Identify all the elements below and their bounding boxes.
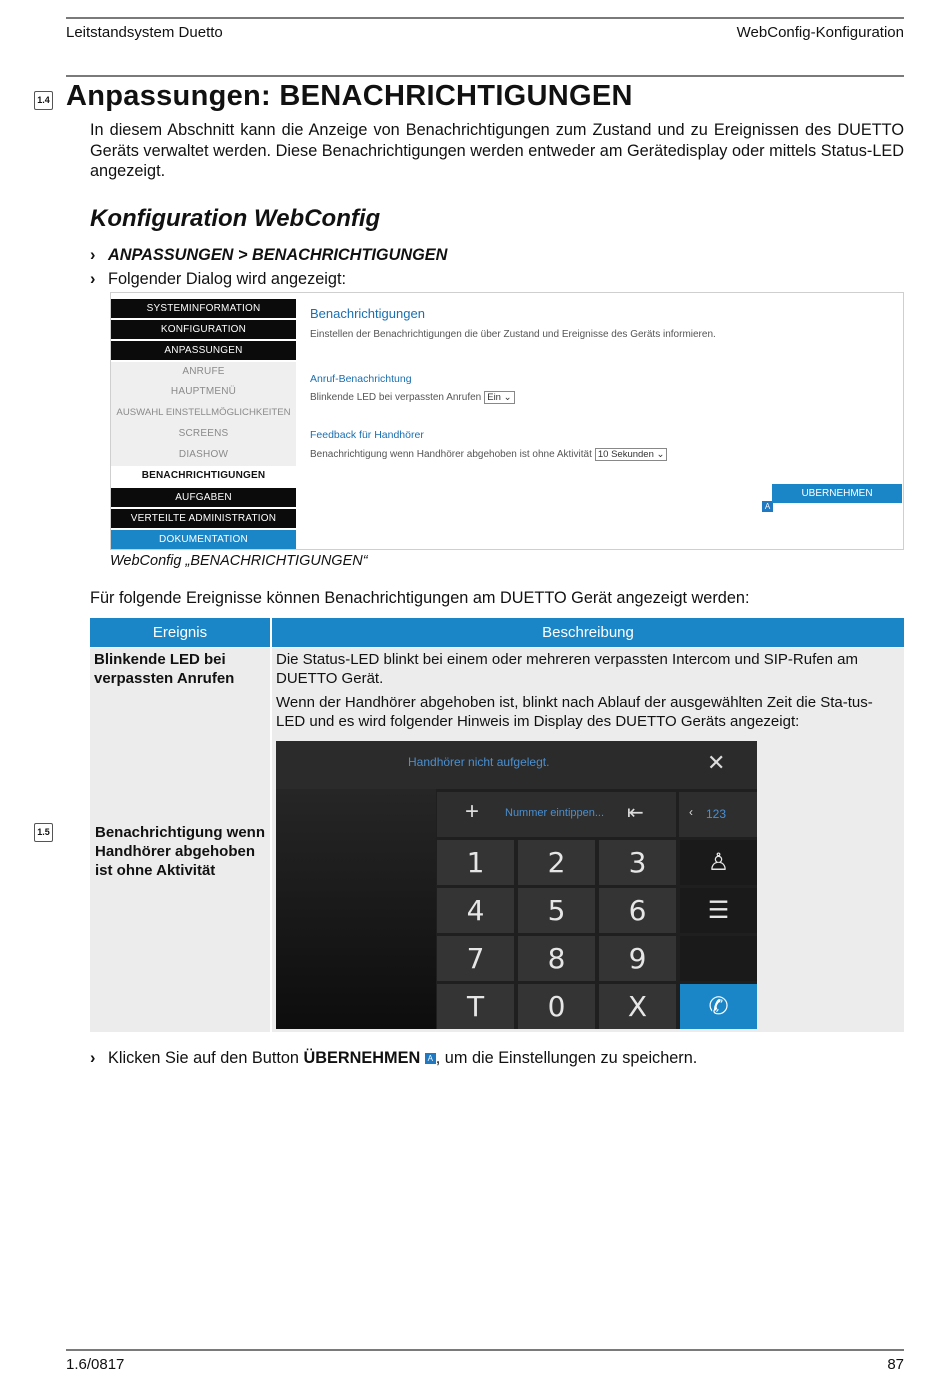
menu-anpassungen[interactable]: ANPASSUNGEN — [111, 341, 296, 360]
key-3[interactable]: 3 — [599, 840, 676, 885]
chevron-down-icon: ⌄ — [656, 449, 665, 460]
final-step-tag-a: A — [425, 1053, 436, 1064]
number-entry-bar[interactable] — [437, 792, 676, 837]
key-6[interactable]: 6 — [599, 888, 676, 933]
key-7[interactable]: 7 — [437, 936, 514, 981]
mode-toggle[interactable] — [679, 792, 757, 837]
menu-diashow[interactable]: DIASHOW — [111, 445, 296, 466]
key-x[interactable]: X — [599, 984, 676, 1029]
chevron-left-icon: ‹ — [689, 805, 693, 819]
backspace-icon[interactable]: ⇤ — [627, 802, 644, 824]
key-t[interactable]: T — [437, 984, 514, 1029]
key-9[interactable]: 9 — [599, 936, 676, 981]
contact-icon[interactable]: ♙ — [680, 840, 757, 885]
setting-row-led — [310, 391, 515, 404]
section-anruf-benachrichtigung: Anruf-Benachrichtung — [310, 373, 412, 385]
handset-timeout-select[interactable] — [595, 448, 668, 461]
close-icon[interactable]: ✕ — [707, 750, 726, 775]
empty-key — [680, 936, 757, 981]
key-5[interactable]: 5 — [518, 888, 595, 933]
plus-icon[interactable]: + — [465, 798, 480, 825]
version-badge-row2: 1.5 — [34, 823, 53, 842]
table-row-2-description: Wenn der Handhörer abgehoben ist, blinkt nach Ablauf der ausgewählten Zeit die Sta-tus-LED und es wird folgender Hinweis im Display des DUETTO Geräts angezeigt: — [276, 694, 873, 730]
led-select[interactable] — [484, 391, 514, 404]
chevron-right-icon: › — [90, 246, 96, 264]
table-header-beschreibung: Beschreibung — [272, 618, 904, 647]
section-title: Anpassungen: BENACHRICHTIGUNGEN — [66, 80, 633, 112]
footer-left: 1.6/0817 — [66, 1356, 125, 1373]
menu-auswahl[interactable]: AUSWAHL EINSTELLMÖGLICHKEITEN — [111, 403, 296, 424]
section-feedback-handhoerer: Feedback für Handhörer — [310, 429, 424, 441]
table-header-ereignis: Ereignis — [90, 618, 270, 647]
webconfig-screenshot — [110, 292, 904, 550]
header-left: Leitstandsystem Duetto — [66, 24, 223, 41]
key-2[interactable]: 2 — [518, 840, 595, 885]
menu-konfiguration[interactable]: KONFIGURATION — [111, 320, 296, 339]
table-row-2-event: Benachrichtigung wenn Handhörer abgehoben ist ohne Aktivität — [95, 824, 266, 879]
led-select-value: Ein — [487, 392, 501, 403]
menu-anrufe[interactable]: ANRUFE — [111, 362, 296, 382]
number-placeholder: Nummer eintippen... — [505, 807, 605, 819]
device-left-panel — [276, 789, 436, 1029]
menu-screens[interactable]: SCREENS — [111, 424, 296, 445]
final-step-button: ÜBERNEHMEN — [303, 1049, 421, 1067]
header-rule — [66, 75, 904, 77]
menu-icon[interactable]: ☰ — [680, 888, 757, 933]
apply-tag-a: A — [762, 501, 773, 512]
footer-right: 87 — [887, 1356, 904, 1373]
menu-systeminformation[interactable]: SYSTEMINFORMATION — [111, 299, 296, 318]
final-step-prefix: Klicken Sie auf den Button — [108, 1049, 299, 1067]
figure-caption: WebConfig „BENACHRICHTIGUNGEN“ — [110, 553, 368, 569]
menu-dokumentation[interactable]: DOKUMENTATION — [111, 530, 296, 549]
table-row-2-event-cell — [90, 691, 270, 1032]
key-4[interactable]: 4 — [437, 888, 514, 933]
chevron-down-icon: ⌄ — [503, 392, 512, 403]
menu-path: ANPASSUNGEN > BENACHRICHTIGUNGEN — [108, 246, 448, 264]
step-path — [90, 246, 447, 265]
menu-benachrichtigungen[interactable]: BENACHRICHTIGUNGEN — [111, 466, 296, 487]
device-message: Handhörer nicht aufgelegt. — [408, 755, 550, 769]
device-display — [276, 741, 757, 1029]
version-badge: 1.4 — [34, 91, 53, 110]
key-8[interactable]: 8 — [518, 936, 595, 981]
key-0[interactable]: 0 — [518, 984, 595, 1029]
setting-row-handset — [310, 448, 667, 461]
key-1[interactable]: 1 — [437, 840, 514, 885]
setting-label-led: Blinkende LED bei verpassten Anrufen — [310, 392, 482, 404]
setting-label-handset: Benachrichtigung wenn Handhörer abgehoben ist ohne Aktivität — [310, 449, 592, 461]
table-intro: Für folgende Ereignisse können Benachrichtigungen am DUETTO Gerät angezeigt werden: — [90, 589, 750, 607]
step-dialog — [90, 270, 346, 289]
mode-label: 123 — [706, 807, 727, 821]
section-intro: In diesem Abschnitt kann die Anzeige von Benachrichtigungen zum Zustand und zu Ereignissen des DUETTO Geräts verwaltet werden. Diese Benachrichtigungen werden entweder am Gerätedisplay oder mittels Status-LED angezeigt. — [90, 121, 904, 180]
apply-button[interactable]: UBERNEHMEN — [772, 484, 902, 503]
table-row-1-event: Blinkende LED bei verpassten Anrufen — [90, 648, 270, 691]
final-step — [90, 1049, 697, 1068]
webconfig-title: Benachrichtigungen — [310, 306, 425, 321]
header-right: WebConfig-Konfiguration — [736, 24, 904, 41]
chevron-right-icon: › — [90, 1049, 96, 1067]
call-icon[interactable]: ✆ — [680, 984, 757, 1029]
final-step-suffix: , um die Einstellungen zu speichern. — [435, 1049, 698, 1067]
subsection-title: Konfiguration WebConfig — [90, 205, 381, 232]
menu-hauptmenu[interactable]: HAUPTMENÜ — [111, 382, 296, 403]
handset-select-value: 10 Sekunden — [597, 449, 654, 460]
menu-aufgaben[interactable]: AUFGABEN — [111, 488, 296, 507]
chevron-right-icon: › — [90, 270, 96, 288]
top-rule — [66, 17, 904, 19]
menu-verteilte-administration[interactable]: VERTEILTE ADMINISTRATION — [111, 509, 296, 528]
footer-rule — [66, 1349, 904, 1351]
webconfig-description: Einstellen der Benachrichtigungen die über Zustand und Ereignisse des Geräts informieren. — [310, 329, 716, 340]
step-dialog-text: Folgender Dialog wird angezeigt: — [108, 270, 347, 288]
table-row-1-description: Die Status-LED blinkt bei einem oder mehreren verpassten Intercom und SIP-Rufen am DUETTO Gerät. — [272, 648, 904, 691]
